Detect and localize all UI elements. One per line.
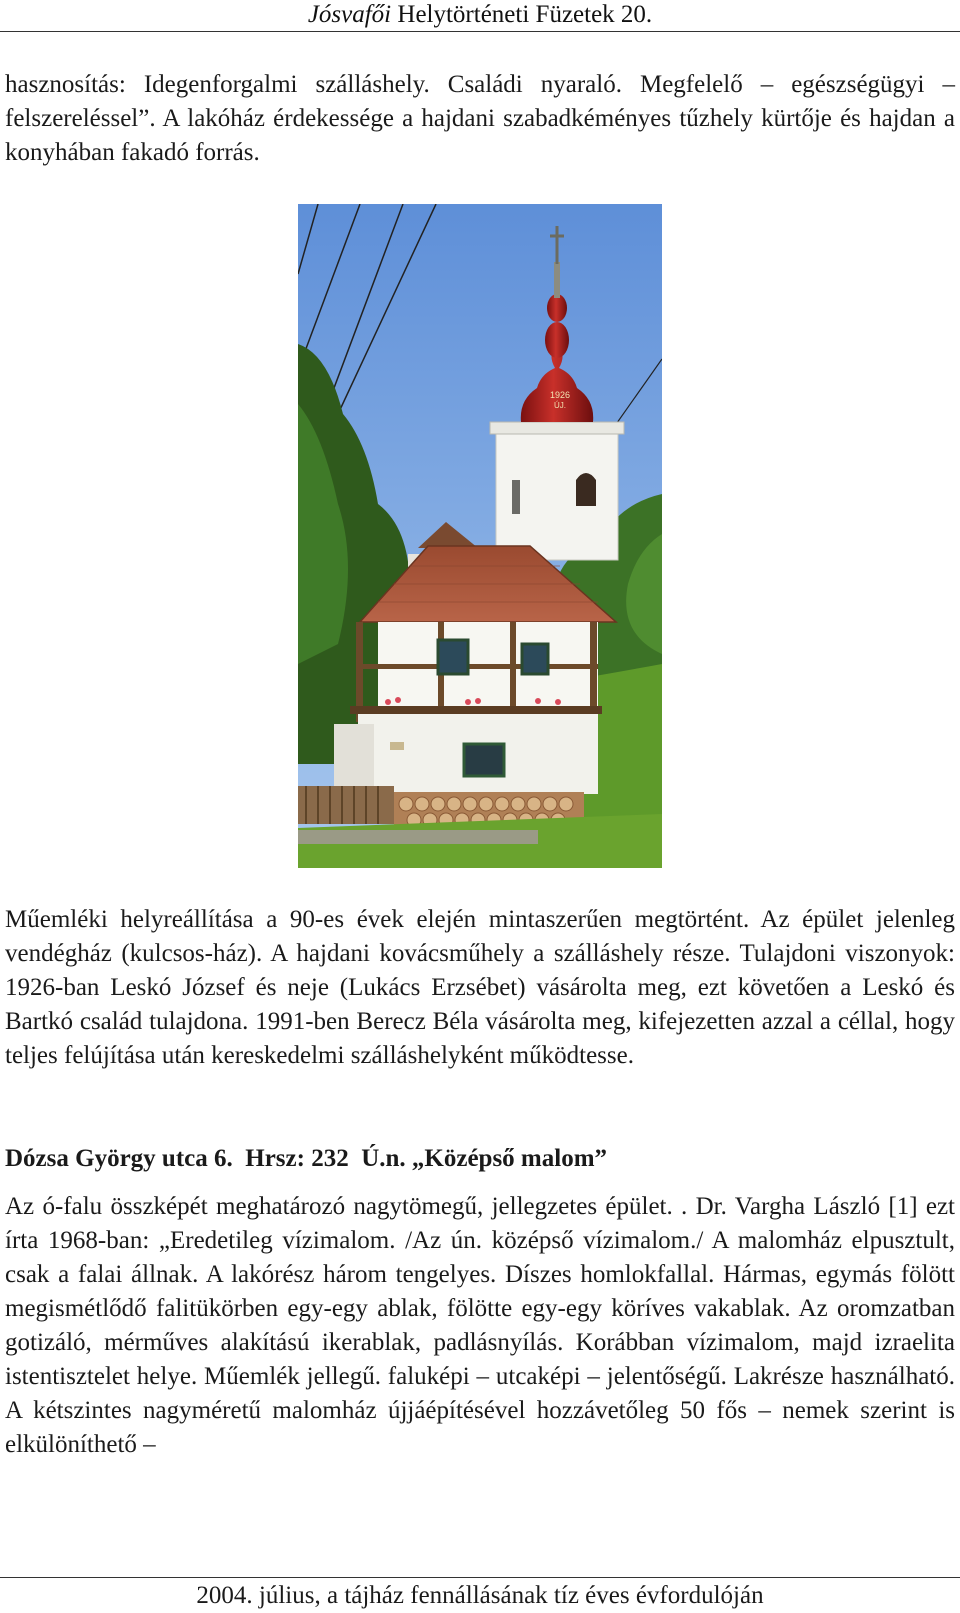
running-footer: 2004. július, a tájház fennállásának tíz éves évfordulóján bbox=[196, 1582, 764, 1609]
paragraph-mill-description: Az ó-falu összképét meghatározó nagytömegű, jellegzetes épület. . Dr. Vargha László [1] ezt írta 1968-ban: „Eredetileg vízimalom. /Az ún. középső vízimalom./ A malomház elpusztult, csak a falai állnak. A lakórész három tengelyes. Díszes homlokfallal. Hármas, egymás fölött megismétlődő falitükörben egy-egy ablak, fölötte egy-egy köríves vakablak. Az oromzatban gotizáló, mérműves alakítású ikerablak, padlásnyílás. Korábban vízimalom, majd izraelita istentisztelet helye. Műemlék jellegű. faluképi – utcaképi – jelentőségű. Lakrésze használható. A kétszintes nagyméretű malomház újjáépítésével hozzávetőleg 50 fős – nemek szerint is elkülöníthető – bbox=[5, 1193, 955, 1458]
paragraph-intro: hasznosítás: Idegenforgalmi szálláshely. Családi nyaraló. Megfelelő – egészségügyi – felszereléssel”. A lakóház érdekessége a hajdani szabadkéményes tűzhely kürtője és hajdan a konyhában fakadó forrás. bbox=[5, 71, 955, 166]
dome-inscription-label: ÚJ. bbox=[554, 401, 566, 410]
header-rule bbox=[0, 31, 960, 32]
paragraph-restoration: Műemléki helyreállítása a 90-es évek elején mintaszerűen megtörtént. Az épület jelenleg vendégház (kulcsos-ház). A hajdani kovácsműhely a szálláshely része. Tulajdoni viszonyok: 1926-ban Leskó József és neje (Lukács Erzsébet) vásárolta meg, ezt követően a Leskó és Bartkó család tulajdona. 1991-ben Berecz Béla vásárolta meg, kifejezetten azzal a céllal, hogy teljes felújítása után kereskedelmi szálláshelyként működtesse. bbox=[5, 906, 955, 1069]
header-title-italic: Jósvafői bbox=[307, 1, 392, 28]
dome-inscription-year: 1926 bbox=[549, 390, 571, 400]
section-heading: Dózsa György utca 6. Hrsz: 232 Ú.n. „Középső malom” bbox=[5, 1145, 608, 1172]
header-title-rest: Helytörténeti Füzetek 20. bbox=[391, 1, 653, 28]
church-and-house-photo bbox=[298, 204, 662, 868]
running-header bbox=[0, 0, 960, 32]
footer-rule bbox=[0, 1577, 960, 1578]
